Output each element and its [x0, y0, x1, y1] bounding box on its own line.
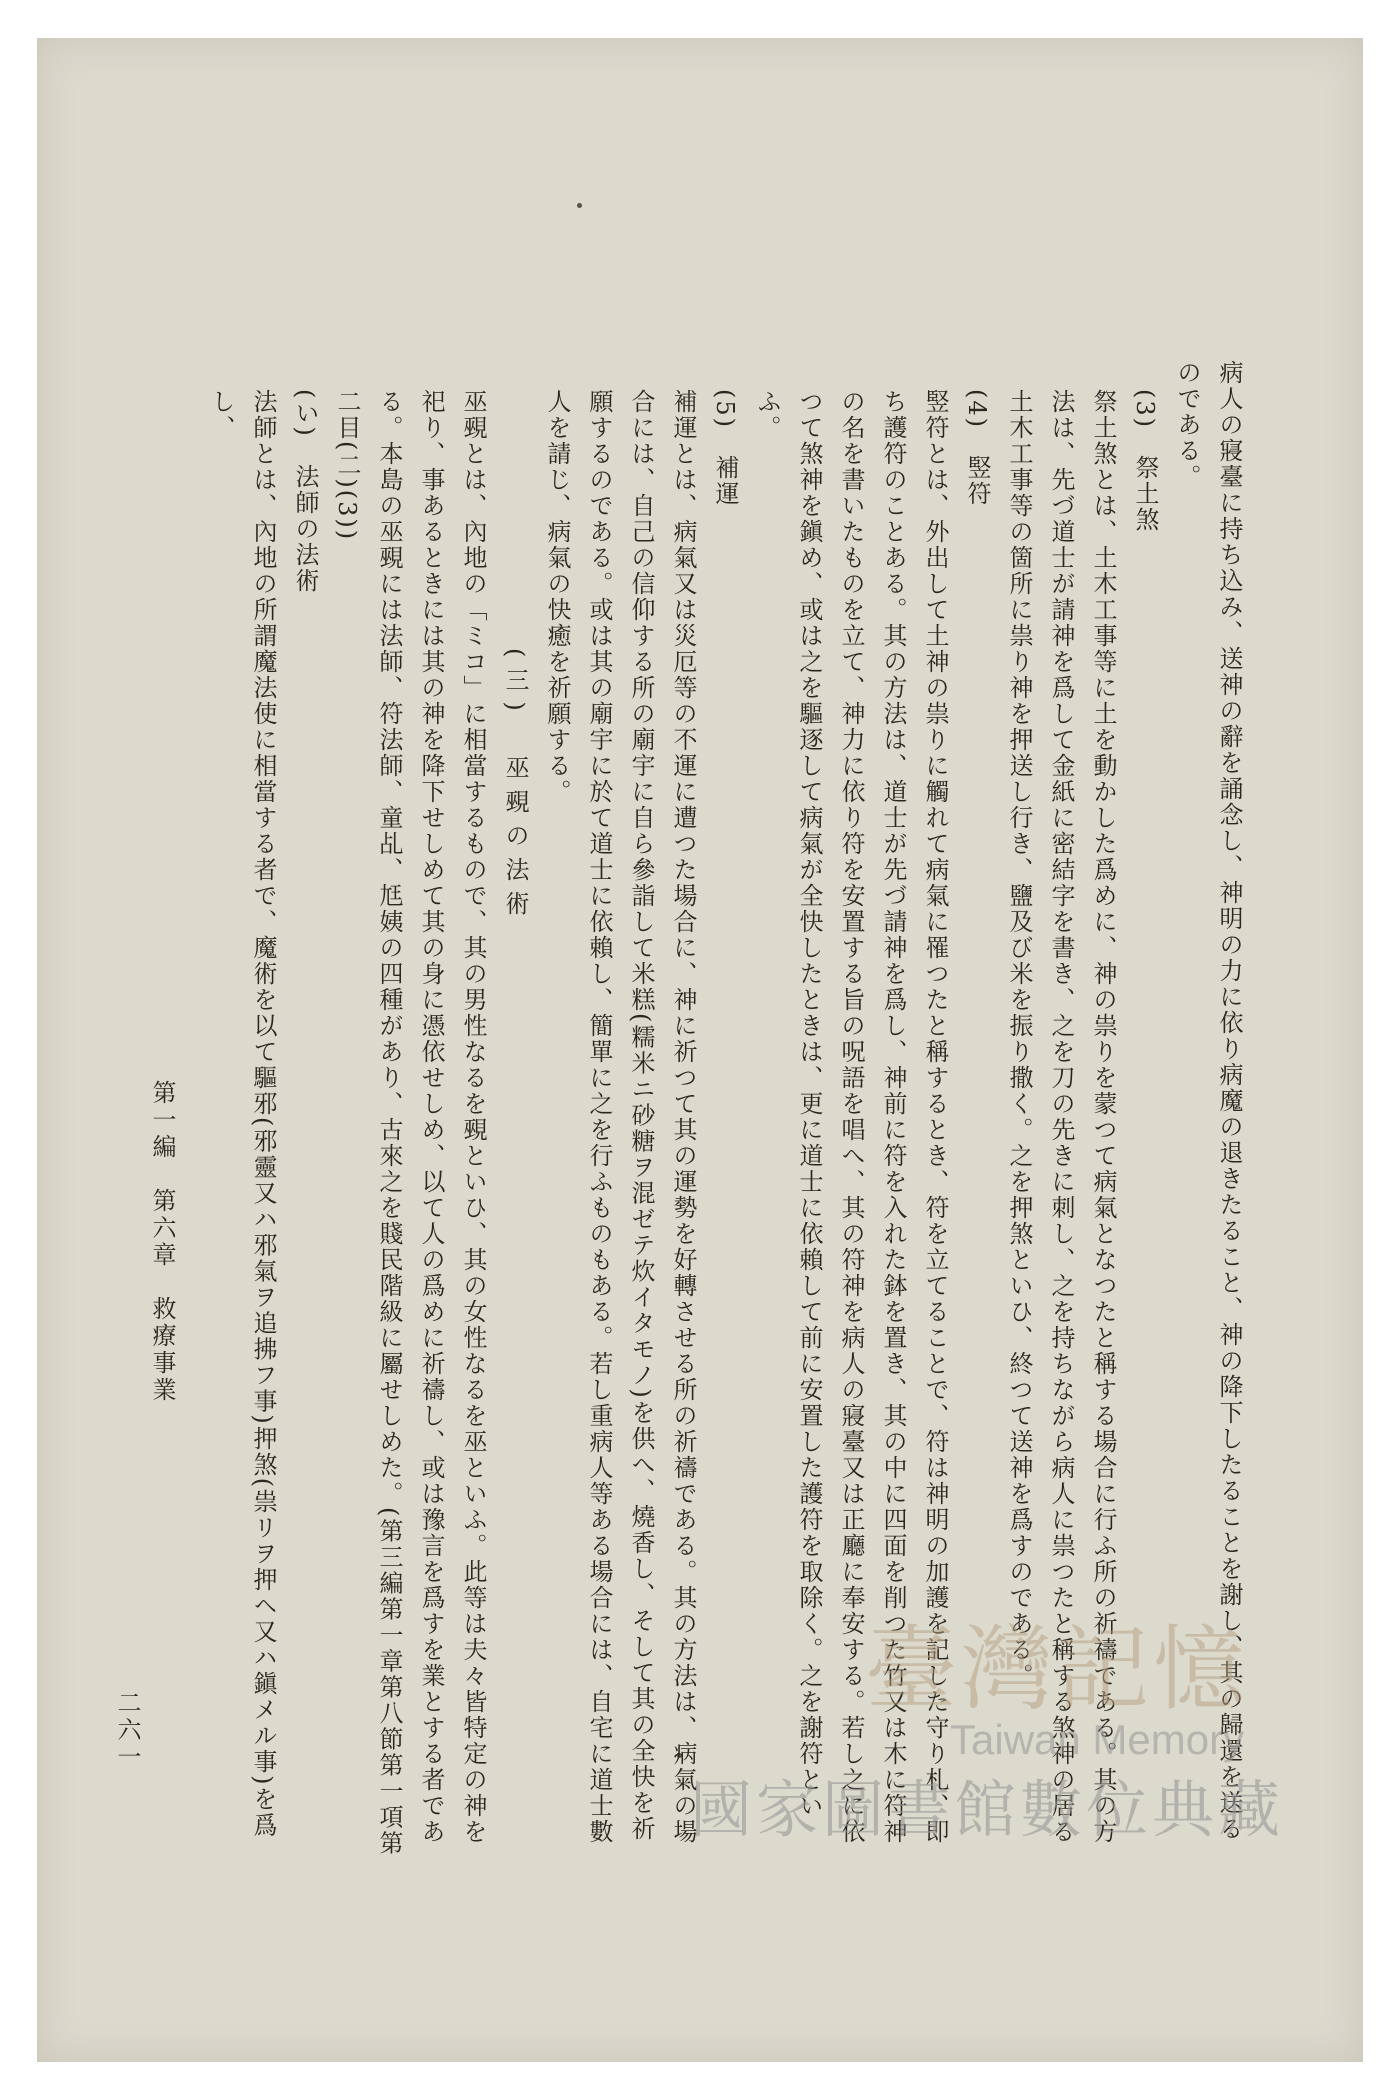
watermark-library: 國家圖書館數位典藏: [690, 1773, 1285, 1846]
paragraph-fugeki: 巫覡とは、內地の「ミコ」に相當するもので、其の男性なるを覡といひ、其の女性なるを巫といふ。此等は夫々皆特定の神を祀り、事あるときには其の神を降下せしめて其の身に憑依せしめ、以て人の爲めに祈禱し、或は豫言を爲すを業とする者である。本島の巫覡には法師、符法師、童乩、尪姨の四種があり、古來之を賤民階級に屬せしめた。(第三編第一章第八節第一項第二目(二)(3)): [333, 388, 487, 1857]
subheading-saidosatsu: (3) 祭土煞: [1131, 388, 1159, 533]
section-title: (三) 巫覡の法術: [501, 648, 529, 925]
subheading-hoshi: (い) 法師の法術: [291, 388, 319, 594]
watermark-calligraphy: 臺灣記憶: [865, 1616, 1250, 1723]
paper-speck: [577, 203, 582, 208]
paragraph-hoshi: 法師とは、內地の所謂魔法使に相當する者で、魔術を以て驅邪(邪靈又ハ邪氣ヲ追拂フ事)押煞(祟リヲ押ヘ又ハ鎭メル事)を爲し、: [207, 388, 277, 1839]
watermark-english: Taiwan Memory: [950, 1716, 1245, 1763]
paragraph-continuation: 病人の寢臺に持ち込み、送神の辭を誦念し、神明の力に依り病魔の退きたること、神の降下したることを謝し、其の歸還を送るのである。: [1173, 360, 1243, 1842]
subheading-kenpu: (4) 竪符: [963, 388, 991, 507]
paragraph-kenpu: 竪符とは、外出して土神の祟りに觸れて病氣に罹つたと稱するとき、符を立てることで、符は神明の加護を記した守り札、即ち護符のことある。其の方法は、道士が先づ請神を爲し、神前に符を入れた鉢を置き、其の中に四面を削つた竹又は木に符神の名を書いたものを立て、神力に依り符を安置する旨の呪語を唱へ、其の符神を病人の寢臺又は正廳に奉安する。若し之に依つて煞神を鎭め、或は之を驅逐して病氣が全快したときは、更に道士に依賴して前に安置した護符を取除く。之を謝符といふ。: [753, 388, 949, 1845]
paragraph-saidosatsu: 祭土煞とは、土木工事等に土を動かした爲めに、神の祟りを蒙つて病氣となつたと稱する場合に行ふ所の祈禱である。其の方法は、先づ道士が請神を爲して金紙に密結字を書き、之を刀の先きに刺し、之を持ちながら病人に祟つたと稱する煞神の居る土木工事等の箇所に祟り神を押送し行き、鹽及び米を振り撒く。之を押煞といひ、終つて送神を爲すのである。: [1005, 388, 1117, 1845]
subheading-houn: (5) 補運: [711, 388, 739, 507]
running-head: 第一編 第六章 救療事業: [148, 1080, 176, 1404]
page-footer: [113, 1080, 180, 1860]
page-number: 二六一: [113, 1690, 141, 1771]
paragraph-houn: 補運とは、病氣又は災厄等の不運に遭つた場合に、神に祈つて其の運勢を好轉させる所の祈禱である。其の方法は、病氣の場合には、自己の信仰する所の廟宇に自ら參詣して米糕(糯米ニ砂糖ヲ混ゼテ炊イタモノ)を供へ、燒香し、そして其の全快を祈願するのである。或は其の廟宇に於て道士に依賴し、簡單に之を行ふものもある。若し重病人等ある場合には、自宅に道士數人を請じ、病氣の快癒を祈願する。: [543, 388, 697, 1845]
